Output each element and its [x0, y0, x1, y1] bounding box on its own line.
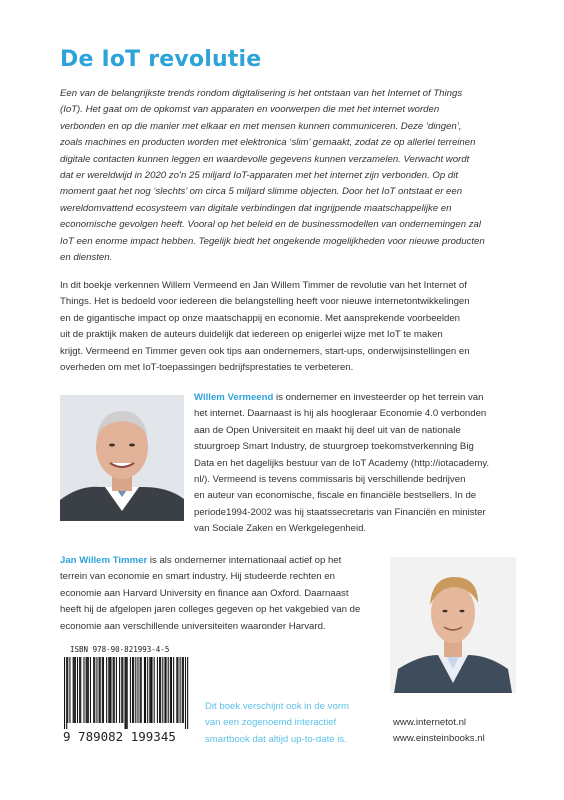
intro-line: en diensten.: [60, 252, 113, 264]
website-links: [393, 715, 533, 748]
bio-line: stuurgroep Smart Industry, de stuurgroep toekomstverkenning Big: [194, 441, 474, 453]
bio-line: nl/). Vermeend is tevens commissaris bij verschillende bedrijven: [194, 474, 466, 486]
bio-timmer-intro: is als ondernemer internationaal actief op het: [147, 555, 342, 566]
intro-paragraph: [60, 86, 522, 266]
body-line: krijgt. Vermeend en Timmer geven ook tips aan ondernemers, start-ups, onderwijsinstellingen en: [60, 345, 470, 357]
author-name-timmer: Jan Willem Timmer: [60, 555, 148, 566]
body-line: uit de praktijk maken de auteurs duidelijk dat iedereen op enigerlei wijze met IoT te maken: [60, 329, 443, 341]
smartbook-promo: [205, 699, 385, 748]
bio-line: van Sociale Zaken en Werkgelegenheid.: [194, 523, 367, 535]
bio-line: economie aan Harvard University en finance aan Oxford. Daarnaast: [60, 587, 349, 599]
bio-timmer-first-line: [60, 553, 390, 569]
author-photo-vermeend: [60, 395, 184, 521]
barcode-graphic: [60, 640, 195, 745]
intro-line: zoals machines en producten worden met elektronica ‘slim’ gemaakt, zodat ze op allerlei terreinen: [60, 137, 476, 149]
portrait-timmer-image: [390, 557, 516, 693]
barcode-digits: 9 789082 199345: [63, 729, 176, 744]
isbn-label: ISBN 978-90-821993-4-5: [70, 645, 170, 654]
bio-line: terrein van economie en smart industry. Hij studeerde rechten en: [60, 571, 335, 583]
bio-timmer: [60, 553, 390, 635]
intro-line: moment gaat het nog ‘slechts’ om circa 5 miljard slimme objecten. Door het IoT ontstaat er een: [60, 186, 463, 198]
bio-vermeend-intro: is ondernemer en investeerder op het terrein van: [273, 392, 484, 403]
portrait-vermeend-image: [60, 395, 184, 521]
bio-line: periode1994-2002 was hij staatssecretaris van Financiën en minister: [194, 506, 486, 518]
intro-line: wereldomvattend ecosysteem van digitale verbindingen dat ingrijpende maatschappelijke en: [60, 202, 452, 214]
promo-line: Dit boek verschijnt ook in de vorm: [205, 701, 349, 712]
body-line: Things. Het is bedoeld voor iedereen die belangstelling heeft voor nieuwe internetontwikkelingen: [60, 296, 470, 308]
page-title: De IoT revolutie: [60, 47, 262, 72]
intro-line: economische gevolgen heeft. Vooral op het beleid en de businessmodellen van ondernemingen zal: [60, 219, 481, 231]
body-line: In dit boekje verkennen Willem Vermeend en Jan Willem Timmer de revolutie van het Internet of: [60, 280, 467, 291]
website-link-einsteinbooks[interactable]: www.einsteinbooks.nl: [393, 733, 485, 745]
promo-line: smartbook dat altijd up-to-date is.: [205, 733, 347, 745]
bio-line: Data en het dagelijks bestuur van de IoT Academy (http://iotacademy.: [194, 457, 490, 469]
bio-line: het internet. Daarnaast is hij als hoogleraar Economie 4.0 verbonden: [194, 408, 487, 420]
bio-line: aan de Open Universiteit en maakt hij deel uit van de nationale: [194, 424, 461, 436]
bio-vermeend: [194, 390, 524, 538]
intro-line: dat er wereldwijd in 2020 zo’n 25 miljard IoT-apparaten met het internet zijn verbonden. Op dit: [60, 170, 459, 182]
author-name-vermeend: Willem Vermeend: [194, 392, 274, 403]
isbn-barcode: [60, 640, 195, 745]
body-paragraph: [60, 278, 530, 376]
intro-line: verbonden en op die manier met elkaar en met mensen kunnen communiceren. Deze ‘dingen’,: [60, 120, 462, 132]
body-line: overheden om met IoT-toepassingen bedrijfsprestaties te verbeteren.: [60, 362, 354, 374]
bio-vermeend-first-line: [194, 390, 524, 406]
bio-line: heeft hij de afgelopen jaren colleges gegeven op het vakgebied van de: [60, 604, 361, 616]
intro-line: (IoT). Het gaat om de opkomst van apparaten en voorwerpen die met het internet worden: [60, 104, 440, 116]
body-line: en de gigantische impact op onze maatschappij en economie. Met aansprekende voorbeelden: [60, 312, 461, 324]
bio-line: economie aan verschillende universiteiten waaronder Harvard.: [60, 620, 326, 632]
bio-line: en auteur van economische, fiscale en financiële bestsellers. In de: [194, 490, 477, 502]
intro-line: IoT een enorme impact hebben. Tegelijk biedt het ongekende mogelijkheden voor nieuwe producten: [60, 235, 485, 247]
author-photo-timmer: [390, 557, 516, 693]
intro-line: digitale contacten kunnen leggen en waardevolle gegevens kunnen verzamelen. Verwacht wordt: [60, 153, 470, 165]
intro-line: Een van de belangrijkste trends rondom digitalisering is het ontstaan van het Internet of Things: [60, 88, 463, 99]
promo-line: van een zogenoemd interactief: [205, 717, 337, 729]
website-link-internetot[interactable]: www.internetot.nl: [393, 717, 467, 728]
